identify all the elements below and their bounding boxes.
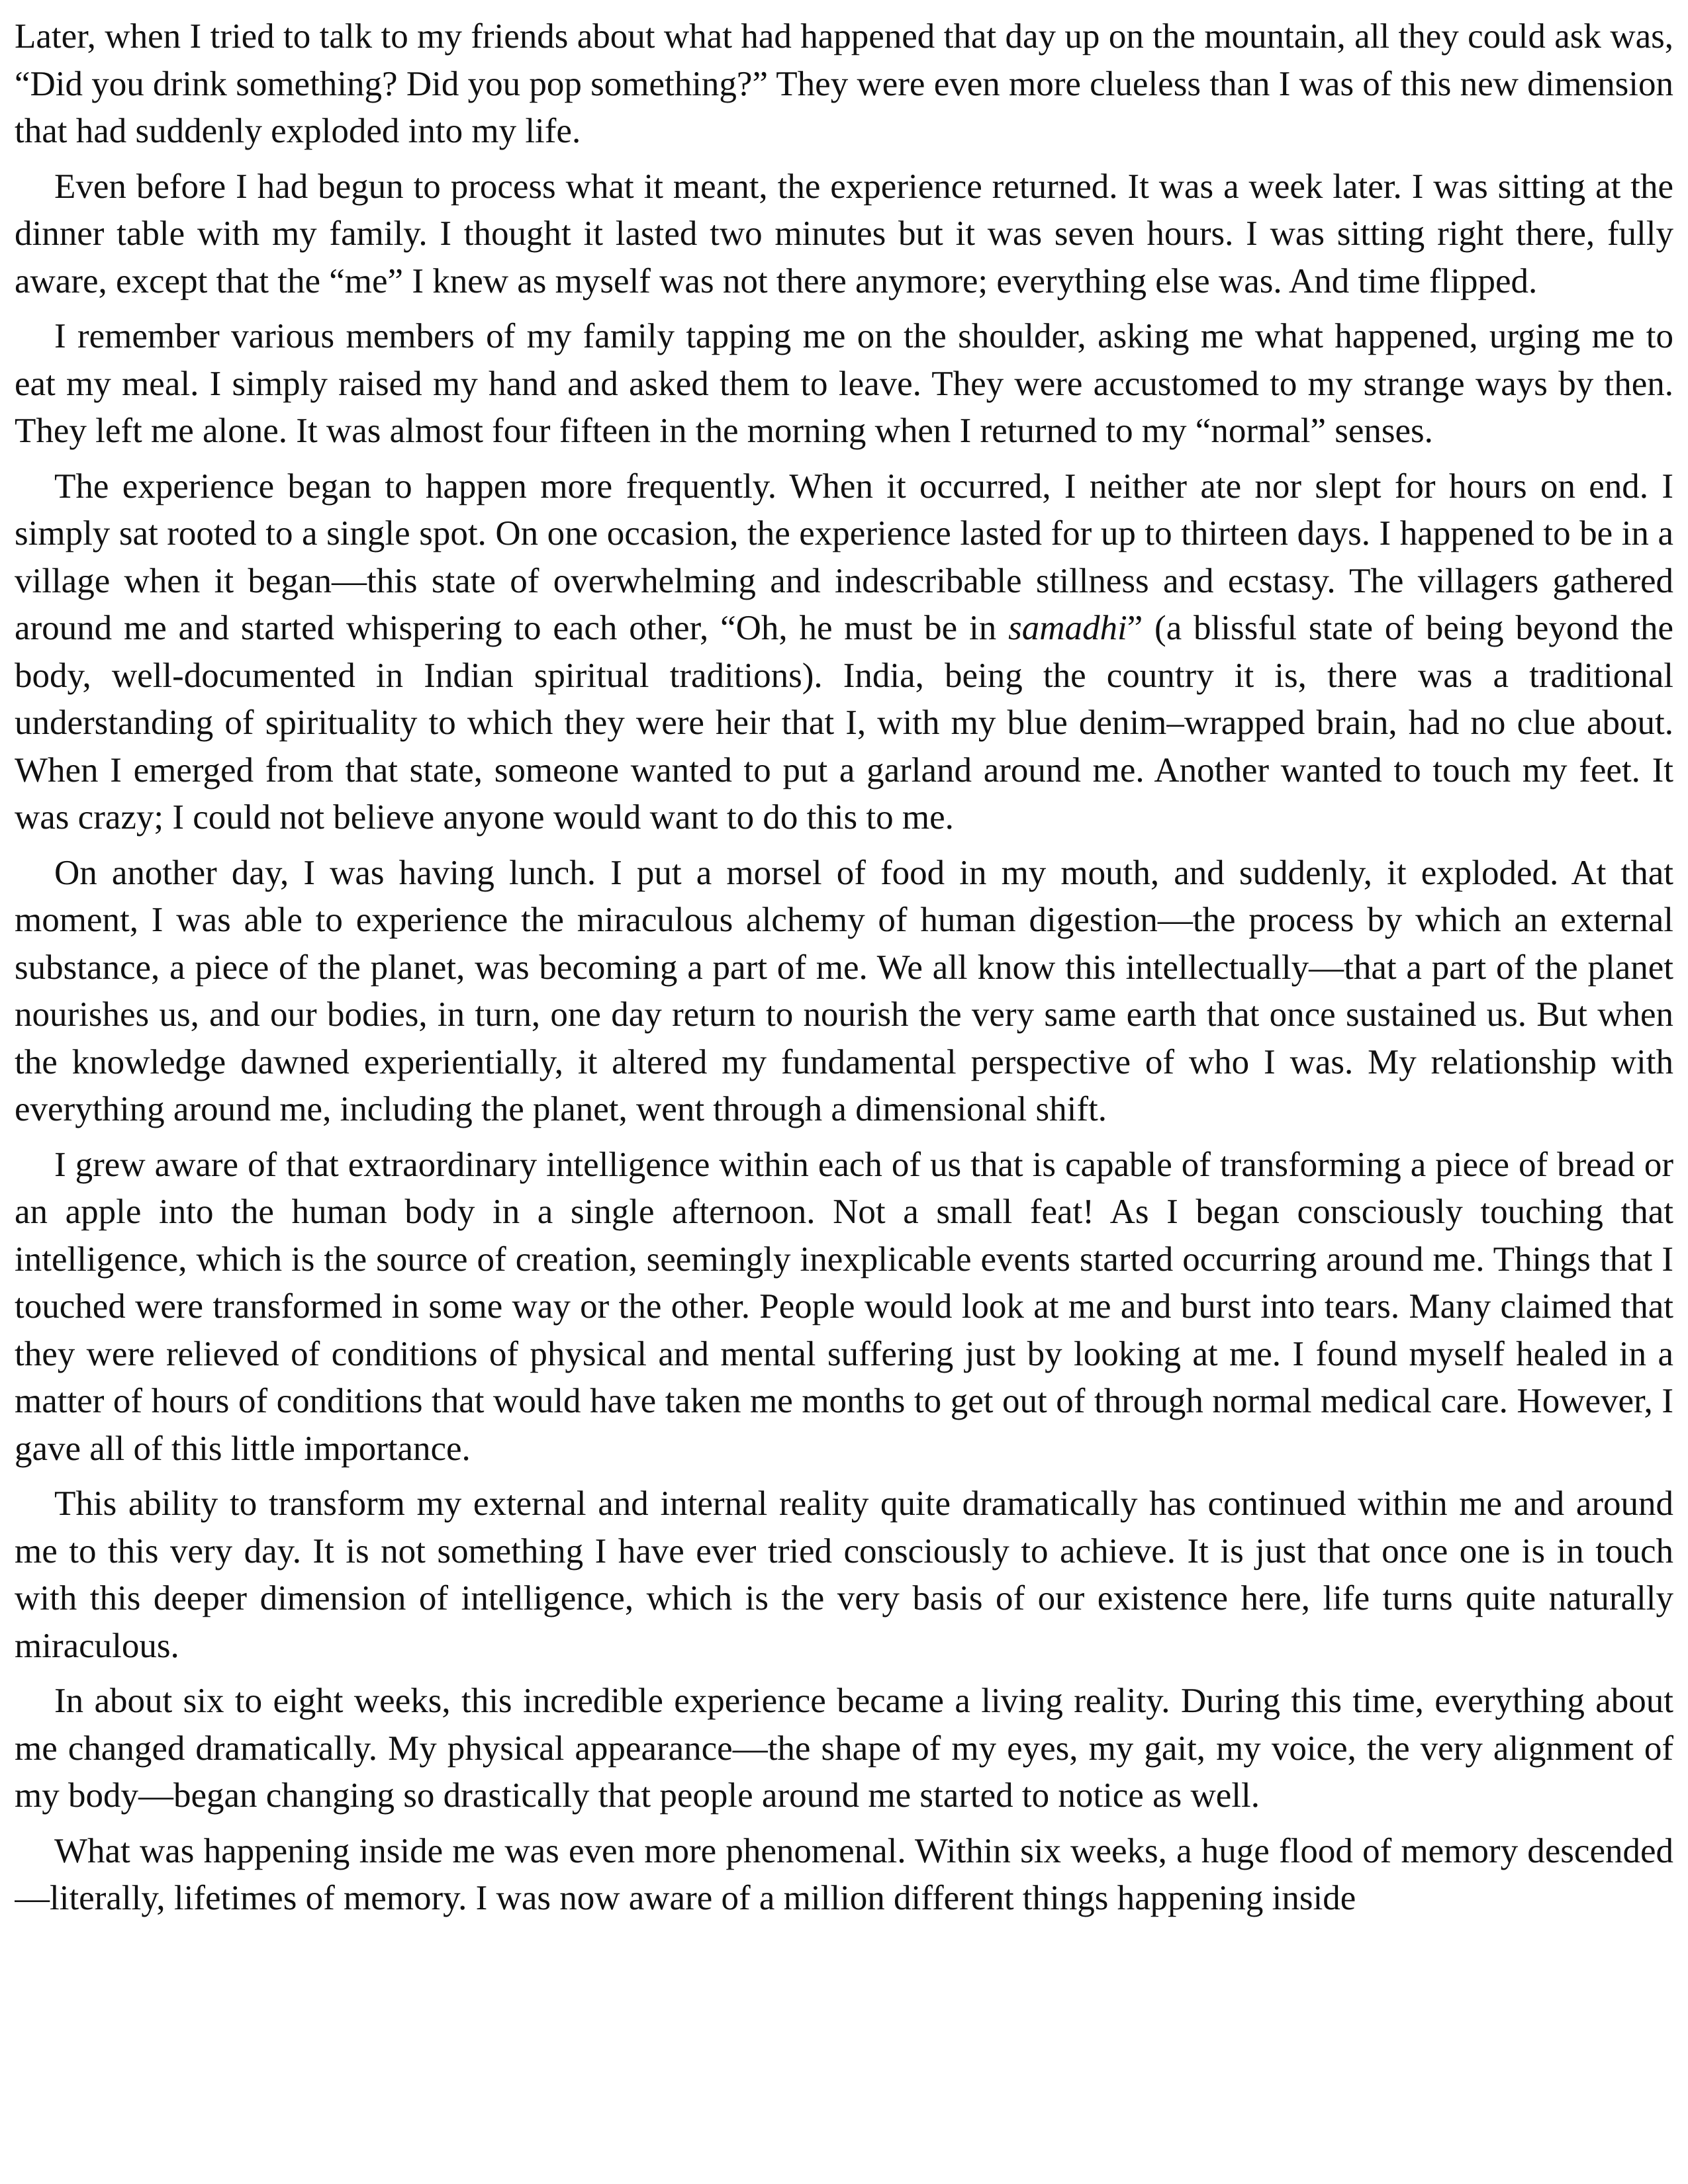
paragraph-dinner-table: Even before I had begun to process what it meant, the experience returned. It was a week later. I was sitting at the dinner table with my family. I thought it lasted two minutes but it was seven hours. I was sitting right there, fully aware, except that the “me” I knew as myself was not there anymore; everything else was. And time flipped. [15, 167, 1673, 300]
book-page [15, 13, 1673, 2177]
samadhi-text-after: ” (a blissful state of being beyond the body, well-documented in Indian spiritual traditions). India, being the country it is, there was a traditional understanding of spirituality to which they were heir that I, with my blue denim–wrapped brain, had no clue about. When I emerged from that state, someone wanted to put a garland around me. Another wanted to touch my feet. It was crazy; I could not believe anyone would want to do this to me. [15, 609, 1673, 837]
samadhi-text-before: The experience began to happen more frequently. When it occurred, I neither ate nor slept for hours on end. I simply sat rooted to a single spot. On one occasion, the experience lasted for up to thirteen days. I happened to be in a village when it began—this state of overwhelming and indescribable stillness and ecstasy. The villagers gathered around me and started whispering to each other, “Oh, he must be in [15, 467, 1673, 647]
paragraph-friends-reaction: Later, when I tried to talk to my friends about what had happened that day up on the mountain, all they could ask was, “Did you drink something? Did you pop something?” They were even more clueless than I was of this new dimension that had suddenly exploded into my life. [15, 17, 1673, 150]
paragraph-flood-of-memory: What was happening inside me was even more phenomenal. Within six weeks, a huge flood of memory descended—literally, lifetimes of memory. I was now aware of a million different things happening inside [15, 1831, 1673, 1917]
paragraph-lunch-digestion: On another day, I was having lunch. I put a morsel of food in my mouth, and suddenly, it exploded. At that moment, I was able to experience the miraculous alchemy of human digestion—the process by which an external substance, a piece of the planet, was becoming a part of me. We all know this intellectually—that a part of the planet nourishes us, and our bodies, in turn, one day return to nourish the very same earth that once sustained us. But when the knowledge dawned experientially, it altered my fundamental perspective of who I was. My relationship with everything around me, including the planet, went through a dimensional shift. [15, 853, 1673, 1128]
paragraph-six-to-eight-weeks: In about six to eight weeks, this incredible experience became a living reality. During this time, everything about me changed dramatically. My physical appearance—the shape of my eyes, my gait, my voice, the very alignment of my body—began changing so drastically that people around me started to notice as well. [15, 1682, 1673, 1815]
paragraph-family-tapping: I remember various members of my family tapping me on the shoulder, asking me what happened, urging me to eat my meal. I simply raised my hand and asked them to leave. They were accustomed to my strange ways by then. They left me alone. It was almost four fifteen in the morning when I returned to my “normal” senses. [15, 317, 1673, 450]
paragraph-extraordinary-intelligence: I grew aware of that extraordinary intelligence within each of us that is capable of transforming a piece of bread or an apple into the human body in a single afternoon. Not a small feat! As I began consciously touching that intelligence, which is the source of creation, seemingly inexplicable events started occurring around me. Things that I touched were transformed in some way or the other. People would look at me and burst into tears. Many claimed that they were relieved of conditions of physical and mental suffering just by looking at me. I found myself healed in a matter of hours of conditions that would have taken me months to get out of through normal medical care. However, I gave all of this little importance. [15, 1145, 1673, 1468]
paragraph-samadhi [15, 463, 1673, 842]
samadhi-italic-word: samadhi [1008, 609, 1127, 647]
paragraph-transform-reality: This ability to transform my external and internal reality quite dramatically has continued within me and around me to this very day. It is not something I have ever tried consciously to achieve. It is just that once one is in touch with this deeper dimension of intelligence, which is the very basis of our existence here, life turns quite naturally miraculous. [15, 1484, 1673, 1665]
